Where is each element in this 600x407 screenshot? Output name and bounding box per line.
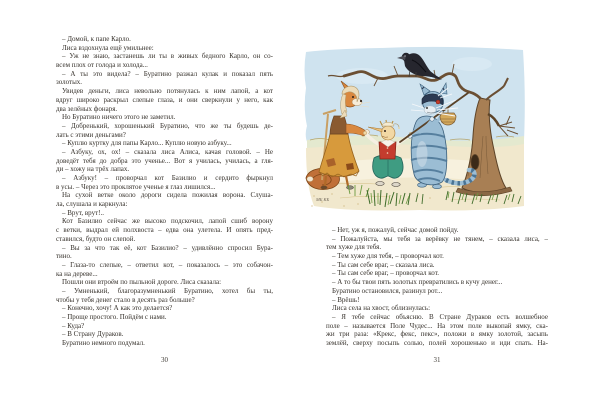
text-line: – Тем хуже для тебя, – проворчал кот.: [332, 252, 444, 261]
text-line: ди – хожу на трёх лапах.: [56, 165, 130, 174]
text-line: – Проще простого. Пойдём с нами.: [62, 313, 167, 321]
text-line: всем плох от голода и холода...: [56, 61, 148, 70]
text-line: – Вы за что так её, кот Базилио? – удивлённо спросил Бура-: [62, 243, 273, 252]
text-line: – Домой, к папе Карло.: [62, 35, 131, 43]
right-page-text: [326, 226, 548, 348]
text-line: – Врут, врут!..: [62, 208, 104, 217]
text-line: жи три раза: «Крекс, фекс, пекс», положи в ямку золотой, засыпь: [326, 330, 548, 339]
text-line: в усы. – Через это проклятое ученье я глаз лишился...: [56, 182, 216, 191]
right-page: [300, 0, 600, 407]
text-line: – Добренький, хорошенький Буратино, что же ты будешь де-: [62, 121, 273, 130]
text-line: – Куда?: [62, 321, 85, 330]
text-line: золотых.: [56, 78, 83, 87]
text-line: Пошли они втроём по пыльной дороге. Лиса сказала:: [62, 278, 222, 287]
story-illustration: [300, 36, 527, 214]
text-line: – Нет, уж я, пожалуй, сейчас домой пойду.: [332, 226, 459, 234]
text-line: – Я тебе сейчас объясню. В Стране Дураков есть волшебное: [332, 312, 548, 321]
text-line: ла, слушала и каркнула:: [56, 200, 128, 209]
text-line: с ветки, выдрал ей полхвоста – едва она улетела. И опять пред-: [56, 226, 273, 235]
text-line: – Уж не знаю, застанешь ли ты в живых бедного Карло, он со-: [62, 52, 273, 61]
text-line: доведёт тебя до добра это ученье... Вот я училась, училась, а гля-: [56, 156, 273, 165]
right-page-number: 31: [433, 356, 441, 364]
left-page-number: 30: [161, 356, 168, 364]
text-line: – Конечно, хочу! А как это делается?: [62, 304, 173, 313]
text-line: тем хуже для тебя.: [326, 243, 382, 252]
text-line: чтобы у тебя денег стало в десять раз больше?: [56, 295, 195, 304]
text-line: Кот Базилио сейчас же высоко подскочил, лапой сшиб ворону: [62, 217, 273, 226]
text-line: – Пожалуйста, мы тебя за верёвку не тянем, – сказала лиса, –: [332, 234, 548, 243]
text-line: поле – называется Поле Чудес... На этом поле выкопай ямку, ска-: [326, 321, 548, 330]
text-line: ка на дереве...: [56, 269, 98, 278]
text-line: землёй, сверху посыпь солью, полей хорошенько и иди спать. На-: [326, 338, 548, 347]
text-line: – Куплю куртку для папы Карло... Куплю новую азбуку...: [62, 139, 232, 148]
text-line: – Глаза-то слепые, – ответил кот, – показалось – это собачон-: [62, 260, 273, 269]
text-line: – Ты сам себе враг, – проворчал кот.: [332, 269, 439, 278]
illustration-svg: [300, 36, 527, 214]
artist-signature: МБ КБ: [316, 197, 330, 202]
text-line: – Ты сам себе враг, – сказала лиса.: [332, 260, 435, 269]
text-line: Увидев деньги, лиса невольно потянулась к ним лапой, а кот: [62, 87, 273, 96]
text-line: – Азбуку, ох, ох! – сказала лиса Алиса, качая головой. – Не: [62, 147, 273, 156]
text-line: – Врёшь!: [332, 295, 360, 304]
text-line: – Умненький, благоразумненький Буратино, хотел бы ты,: [62, 286, 273, 295]
text-line: тино.: [56, 252, 72, 261]
text-line: – А то бы твои пять золотых превратились в кучу денег...: [332, 278, 503, 287]
text-line: вдруг широко раскрыл слепые глаза, и они сверкнули у него, как: [56, 95, 273, 104]
left-page-text: [56, 35, 273, 348]
text-line: два зелёных фонаря.: [56, 104, 118, 113]
text-line: На сухой ветке около дороги сидела пожилая ворона. Слуша-: [62, 191, 273, 200]
text-line: ставился, будто он слепой.: [56, 234, 136, 243]
text-line: Буратино остановился, разинул рот...: [332, 286, 443, 295]
text-line: – Азбуку! – проворчал кот Базилио и сердито фыркнул: [62, 174, 273, 182]
text-line: лать с этими деньгами?: [56, 130, 126, 139]
text-line: – В Страну Дураков.: [62, 330, 124, 339]
text-line: Но Буратино ничего этого не заметил.: [62, 113, 176, 122]
text-line: Лиса вздохнула ещё умильнее:: [62, 43, 154, 52]
text-line: – А ты это видела? – Буратино разжал кулак и показал пять: [62, 69, 273, 78]
text-line: Буратино немного подумал.: [62, 339, 145, 348]
text-line: Лиса села на хвост, облизнулась:: [332, 304, 431, 313]
